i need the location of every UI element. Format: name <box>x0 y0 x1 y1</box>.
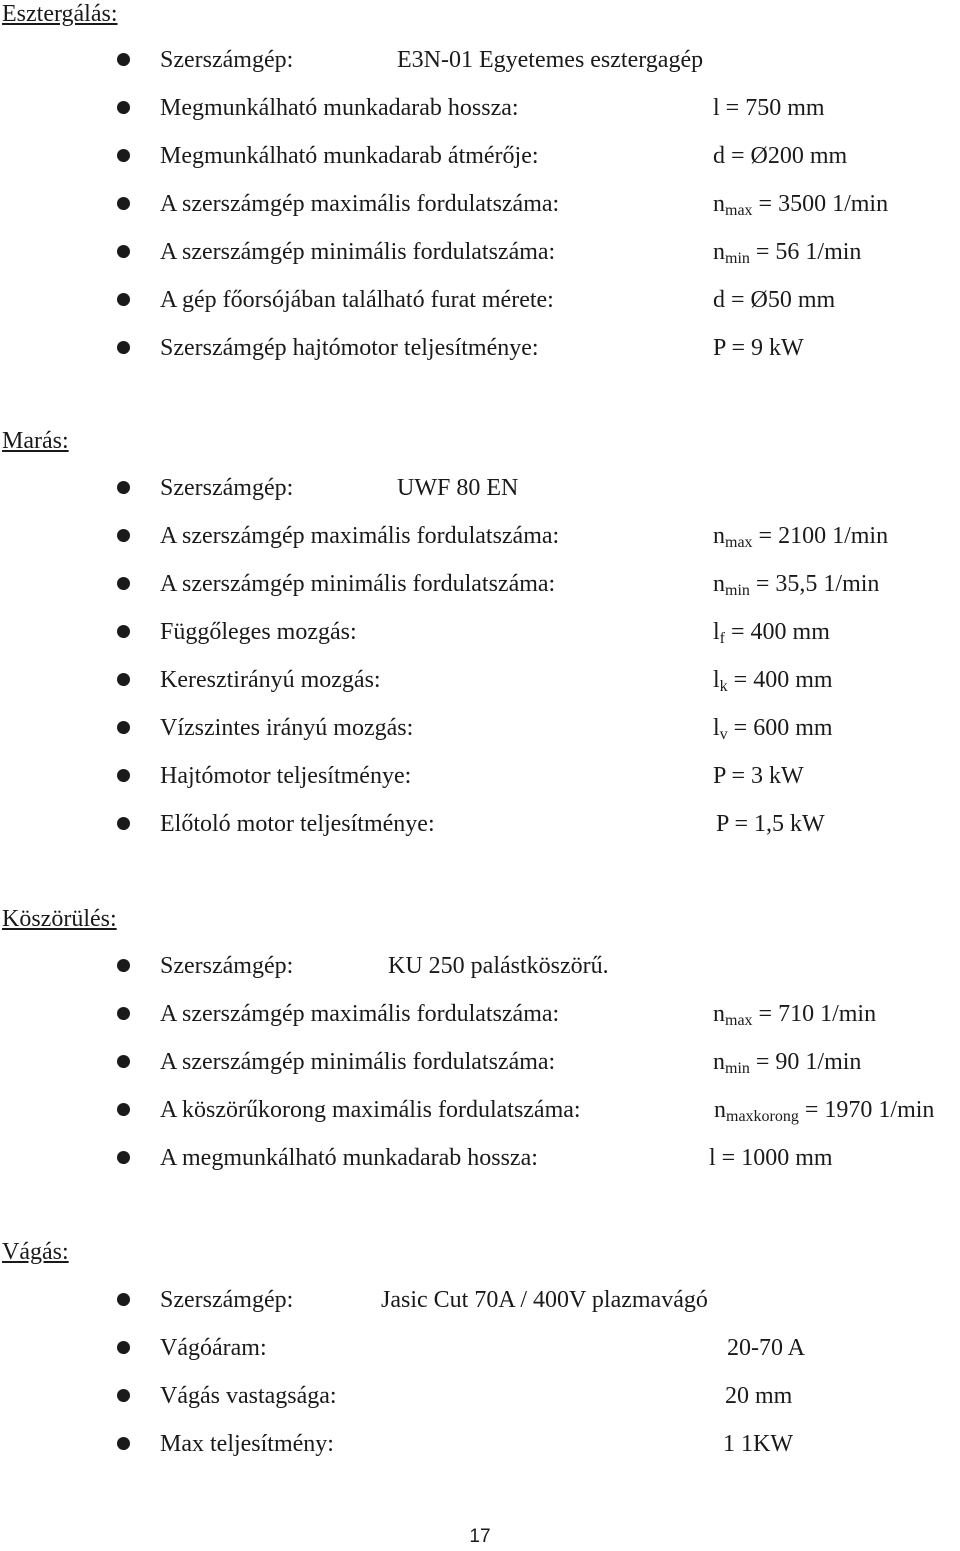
bullet-icon <box>117 1437 130 1450</box>
item-value: 20-70 A <box>727 1335 805 1361</box>
item-value: d = Ø200 mm <box>713 143 848 169</box>
item-value: P = 3 kW <box>713 763 804 789</box>
bullet-icon <box>117 769 130 782</box>
bullet-icon <box>117 673 130 686</box>
list-item <box>0 570 960 618</box>
item-value: $n_{min} = 90$ 1/min <box>713 1049 862 1077</box>
item-value: d = Ø50 mm <box>713 287 836 313</box>
bullet-icon <box>117 101 130 114</box>
item-value: 1 1KW <box>723 1431 793 1457</box>
list-item <box>0 46 960 94</box>
list-item <box>0 474 960 522</box>
bullet-icon <box>117 245 130 258</box>
item-label: A szerszámgép minimális fordulatszáma: <box>160 1049 556 1075</box>
item-value: KU 250 palástköszörű. <box>388 953 609 979</box>
item-value: Jasic Cut 70A / 400V plazmavágó <box>381 1287 708 1313</box>
item-label: Keresztirányú mozgás: <box>160 667 381 693</box>
item-label: Vízszintes irányú mozgás: <box>160 715 414 741</box>
item-value: $n_{maxkorong} = 1970$ 1/min <box>714 1097 935 1125</box>
list-item <box>0 952 960 1000</box>
item-label: A gép főorsójában található furat mérete: <box>160 287 554 313</box>
item-label: Szerszámgép: <box>160 1287 294 1313</box>
item-label: Függőleges mozgás: <box>160 619 357 645</box>
bullet-icon <box>117 1341 130 1354</box>
bullet-icon <box>117 721 130 734</box>
spec-list-koszorules <box>0 952 960 1192</box>
bullet-icon <box>117 481 130 494</box>
list-item <box>0 1000 960 1048</box>
item-value: l = 1000 mm <box>709 1145 833 1171</box>
spec-list-maras <box>0 474 960 858</box>
list-item <box>0 618 960 666</box>
list-item <box>0 522 960 570</box>
bullet-icon <box>117 293 130 306</box>
list-item <box>0 94 960 142</box>
bullet-icon <box>117 197 130 210</box>
item-value: $n_{max} = 3500$ 1/min <box>713 191 889 219</box>
bullet-icon <box>117 1055 130 1068</box>
bullet-icon <box>117 959 130 972</box>
item-value: $n_{max} = 710$ 1/min <box>713 1001 877 1029</box>
item-label: Szerszámgép: <box>160 47 294 73</box>
list-item <box>0 1430 960 1478</box>
item-label: Szerszámgép: <box>160 475 294 501</box>
item-label: Hajtómotor teljesítménye: <box>160 763 412 789</box>
list-item <box>0 238 960 286</box>
list-item <box>0 142 960 190</box>
item-value: P = 9 kW <box>713 335 804 361</box>
bullet-icon <box>117 149 130 162</box>
bullet-icon <box>117 53 130 66</box>
list-item <box>0 762 960 810</box>
bullet-icon <box>117 1103 130 1116</box>
bullet-icon <box>117 577 130 590</box>
item-value: $l_f = 400$ mm <box>713 619 830 647</box>
list-item <box>0 1334 960 1382</box>
item-label: Max teljesítmény: <box>160 1431 334 1457</box>
list-item <box>0 190 960 238</box>
bullet-icon <box>117 1389 130 1402</box>
list-item <box>0 810 960 858</box>
section-heading-maras: Marás: <box>2 428 69 454</box>
item-value: E3N-01 Egyetemes esztergagép <box>397 47 704 73</box>
item-value: $l_k = 400$ mm <box>713 667 833 695</box>
item-label: A szerszámgép maximális fordulatszáma: <box>160 191 560 217</box>
list-item <box>0 1096 960 1144</box>
section-heading-esztergalas: Esztergálás: <box>2 1 118 27</box>
bullet-icon <box>117 817 130 830</box>
page-number: 17 <box>469 1526 491 1547</box>
bullet-icon <box>117 1151 130 1164</box>
bullet-icon <box>117 529 130 542</box>
item-label: A szerszámgép maximális fordulatszáma: <box>160 1001 560 1027</box>
item-label: A szerszámgép minimális fordulatszáma: <box>160 239 556 265</box>
item-label: Szerszámgép: <box>160 953 294 979</box>
item-value: 20 mm <box>725 1383 793 1409</box>
list-item <box>0 286 960 334</box>
item-value: P = 1,5 kW <box>716 811 825 837</box>
list-item <box>0 1048 960 1096</box>
item-value: $l_v = 600$ mm <box>713 715 833 743</box>
list-item <box>0 714 960 762</box>
item-label: Vágóáram: <box>160 1335 267 1361</box>
bullet-icon <box>117 1007 130 1020</box>
bullet-icon <box>117 625 130 638</box>
spec-list-esztergalas <box>0 46 960 382</box>
item-label: Vágás vastagsága: <box>160 1383 337 1409</box>
item-value: UWF 80 EN <box>397 475 519 501</box>
spec-list-vagas <box>0 1286 960 1478</box>
item-value: $n_{min} = 35,5$ 1/min <box>713 571 880 599</box>
item-value: $n_{min} = 56$ 1/min <box>713 239 862 267</box>
item-value: l = 750 mm <box>713 95 825 121</box>
item-value: $n_{max} = 2100$ 1/min <box>713 523 889 551</box>
bullet-icon <box>117 1293 130 1306</box>
list-item <box>0 1382 960 1430</box>
item-label: Megmunkálható munkadarab átmérője: <box>160 143 539 169</box>
item-label: A megmunkálható munkadarab hossza: <box>160 1145 538 1171</box>
list-item <box>0 334 960 382</box>
item-label: A köszörűkorong maximális fordulatszáma: <box>160 1097 581 1123</box>
item-label: Szerszámgép hajtómotor teljesítménye: <box>160 335 539 361</box>
item-label: Megmunkálható munkadarab hossza: <box>160 95 519 121</box>
section-heading-koszorules: Köszörülés: <box>2 906 117 932</box>
item-label: Előtoló motor teljesítménye: <box>160 811 435 837</box>
bullet-icon <box>117 341 130 354</box>
list-item <box>0 666 960 714</box>
item-label: A szerszámgép minimális fordulatszáma: <box>160 571 556 597</box>
list-item <box>0 1286 960 1334</box>
list-item <box>0 1144 960 1192</box>
item-label: A szerszámgép maximális fordulatszáma: <box>160 523 560 549</box>
section-heading-vagas: Vágás: <box>2 1239 69 1265</box>
